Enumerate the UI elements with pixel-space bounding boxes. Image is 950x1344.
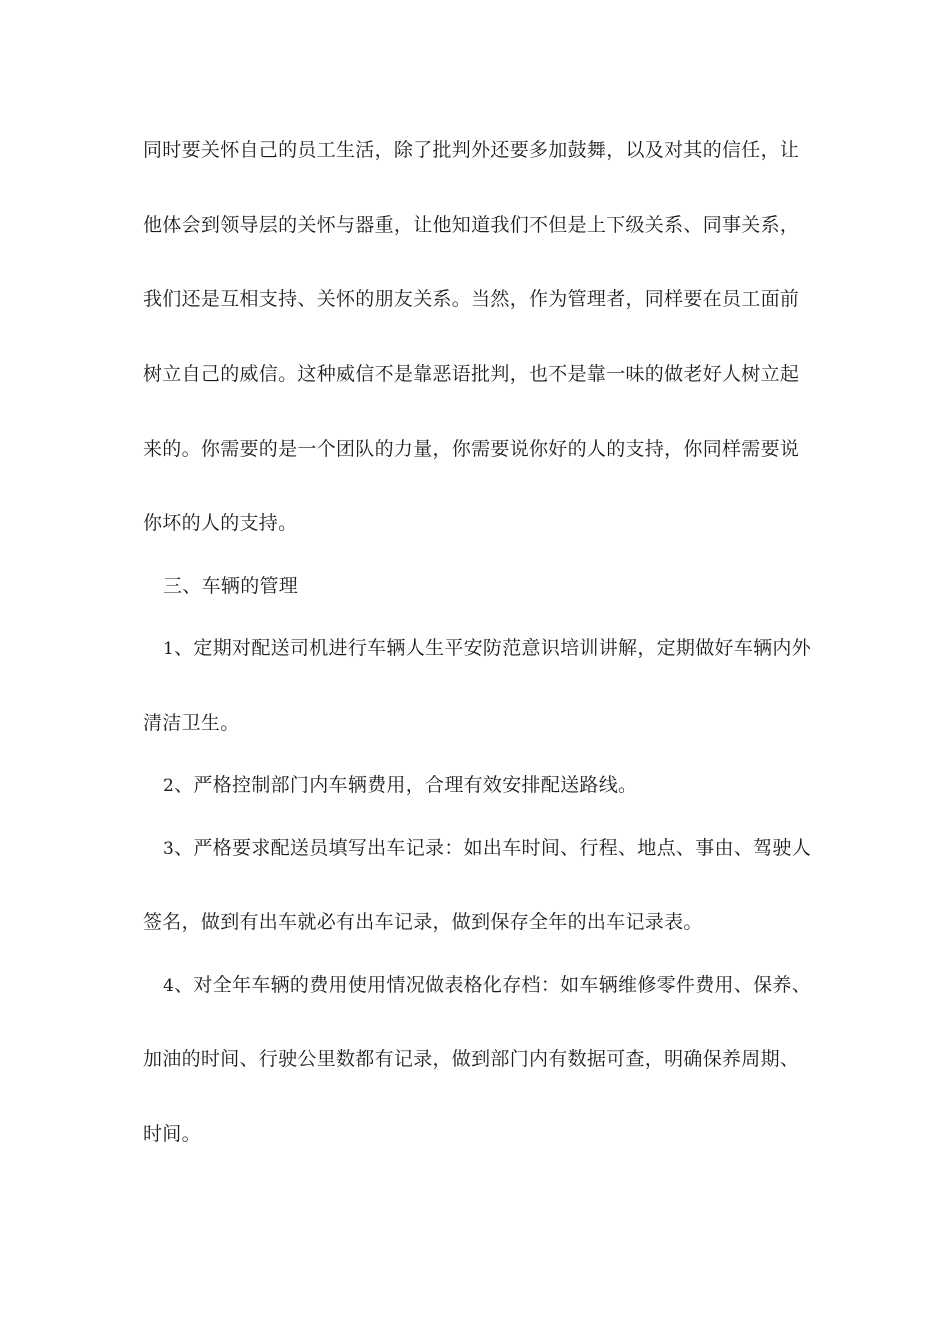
list-item-3-continuation: 签名，做到有出车就必有出车记录，做到保存全年的出车记录表。 xyxy=(143,911,703,933)
list-item-1-continuation: 清洁卫生。 xyxy=(143,712,240,734)
paragraph-line: 你坏的人的支持。 xyxy=(143,512,298,534)
list-item-1 xyxy=(163,636,811,661)
item-number: 1 xyxy=(163,639,175,659)
item-number: 2 xyxy=(163,776,175,796)
item-text: 、对全年车辆的费用使用情况做表格化存档：如车辆维修零件费用、保养、 xyxy=(174,974,812,996)
paragraph-line: 同时要关怀自己的员工生活，除了批判外还要多加鼓舞，以及对其的信任，让 xyxy=(143,139,800,161)
paragraph-line: 树立自己的威信。这种威信不是靠恶语批判，也不是靠一味的做老好人树立起 xyxy=(143,363,800,385)
item-text: 、严格控制部门内车辆费用，合理有效安排配送路线。 xyxy=(174,774,638,796)
item-number: 4 xyxy=(163,976,175,996)
list-item-4-continuation: 时间。 xyxy=(143,1123,201,1145)
item-text: 、定期对配送司机进行车辆人生平安防范意识培训讲解，定期做好车辆内外 xyxy=(174,637,812,659)
list-item-4-continuation: 加油的时间、行驶公里数都有记录，做到部门内有数据可查，明确保养周期、 xyxy=(143,1048,800,1070)
list-item-3 xyxy=(163,836,811,861)
item-number: 3 xyxy=(163,839,175,859)
paragraph-line: 来的。你需要的是一个团队的力量，你需要说你好的人的支持，你同样需要说 xyxy=(143,438,800,460)
list-item-2 xyxy=(163,773,637,798)
list-item-4 xyxy=(163,973,811,998)
section-heading: 三、车辆的管理 xyxy=(163,575,299,597)
paragraph-line: 我们还是互相支持、关怀的朋友关系。当然，作为管理者，同样要在员工面前 xyxy=(143,288,800,310)
paragraph-line: 他体会到领导层的关怀与器重，让他知道我们不但是上下级关系、同事关系， xyxy=(143,214,800,236)
item-text: 、严格要求配送员填写出车记录：如出车时间、行程、地点、事由、驾驶人 xyxy=(174,837,812,859)
